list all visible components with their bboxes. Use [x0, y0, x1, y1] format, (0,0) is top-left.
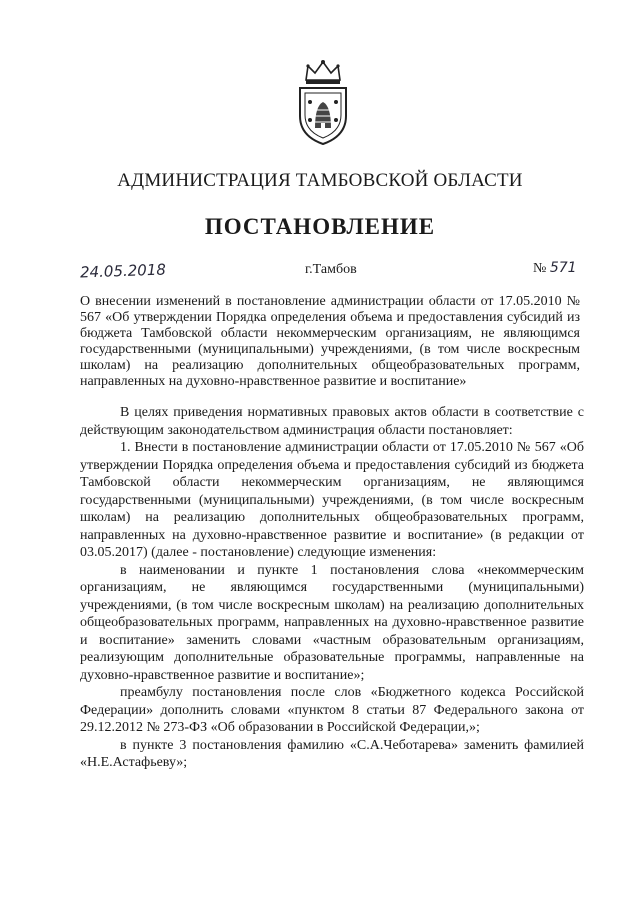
- paragraph-change-preamble: преамбулу постановления после слов «Бюджетного кодекса Российской Федерации» дополнить словами «пунктом 8 статьи 87 Федерального закона от 29.12.2012 № 273-ФЗ «Об образовании в Российской Федерации,»;: [80, 685, 584, 735]
- document-type-title: ПОСТАНОВЛЕНИЕ: [204, 214, 436, 239]
- document-number: [533, 260, 577, 277]
- document-date: 24.05.2018: [79, 260, 167, 282]
- paragraph-change-title: в наименовании и пункте 1 постановления слова «некоммерческим организациям, не являющимся государственными (муниципальными) учреждениями, (в том числе воскресным школам) на реализацию дополнительных общеобразовательных программ, направленных на духовно-нравственное развитие и воспитание» заменить словами «частным образовательным организациям, реализующим дополнительные образовательные программы, направленные на духовно-нравственное развитие и воспитание»;: [80, 562, 584, 683]
- coat-of-arms-icon: [296, 58, 350, 146]
- number-value: 571: [549, 260, 577, 276]
- paragraph-preamble: В целях приведения нормативных правовых актов области в соответствие с действующим законодательством администрация области постановляет:: [80, 405, 584, 438]
- document-city: г.Тамбов: [305, 262, 357, 277]
- document-body: [80, 404, 584, 772]
- document-subject: О внесении изменений в постановление администрации области от 17.05.2010 № 567 «Об утверждении Порядка определения объема и предоставления субсидий из бюджета Тамбовской области некоммерческим организациям, не являющимся государственными (муниципальными) учреждениями, (в том числе воскресным школам) на реализацию дополнительных общеобразовательных программ, направленных на духовно-нравственное развитие и воспитание»: [80, 294, 580, 389]
- paragraph-item-1: 1. Внести в постановление администрации области от 17.05.2010 № 567 «Об утверждении Порядка определения объема и предоставления субсидий из бюджета Тамбовской области некоммерческим организациям, не являющимся государственными (муниципальными) учреждениями, (в том числе воскресным школам) на реализацию дополнительных общеобразовательных программ, направленных на духовно-нравственное развитие и воспитание» (в редакции от 03.05.2017) (далее - постановление) следующие изменения:: [80, 440, 584, 560]
- number-label: №: [533, 261, 547, 276]
- paragraph-change-item-3: в пункте 3 постановления фамилию «С.А.Чеботарева» заменить фамилией «Н.Е.Астафьеву»;: [80, 737, 584, 770]
- organization-title: АДМИНИСТРАЦИЯ ТАМБОВСКОЙ ОБЛАСТИ: [117, 170, 523, 191]
